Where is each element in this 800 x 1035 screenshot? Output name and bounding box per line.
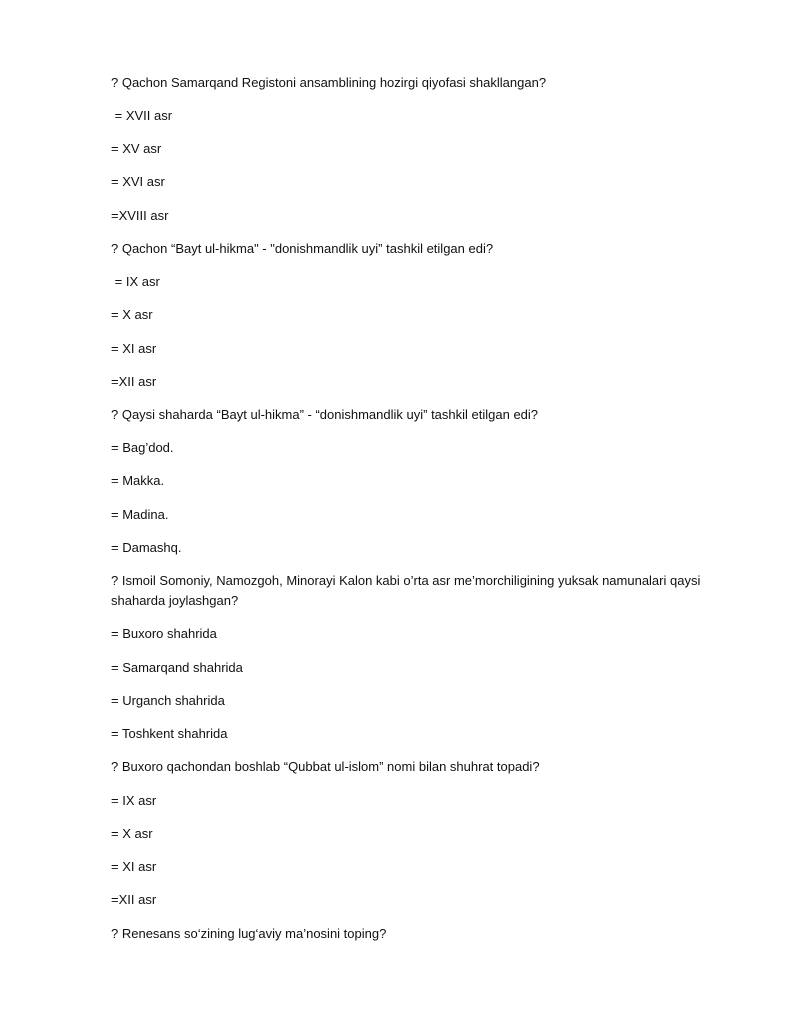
answer-2-c: = XI asr (111, 341, 157, 356)
answer-4-b: = Samarqand shahrida (111, 660, 243, 675)
answer-3-d: = Damashq. (111, 540, 182, 555)
answer-3-a: = Bag’dod. (111, 440, 174, 455)
answer-1-c: = XVI asr (111, 174, 165, 189)
answer-1-d: =XVIII asr (111, 208, 169, 223)
answer-3-b: = Makka. (111, 473, 165, 488)
answer-2-b: = X asr (111, 307, 153, 322)
question-6: ? Renesans so‘zining lug‘aviy ma’nosini toping? (111, 926, 387, 941)
answer-4-c: = Urganch shahrida (111, 693, 225, 708)
answer-5-c: = XI asr (111, 859, 157, 874)
answer-3-c: = Madina. (111, 507, 169, 522)
answer-4-d: = Toshkent shahrida (111, 726, 228, 741)
question-5: ? Buxoro qachondan boshlab “Qubbat ul-islom” nomi bilan shuhrat topadi? (111, 759, 540, 774)
answer-5-d: =XII asr (111, 892, 157, 907)
answer-1-a: = XVII asr (111, 108, 173, 123)
answer-2-d: =XII asr (111, 374, 157, 389)
answer-1-b: = XV asr (111, 141, 162, 156)
question-3: ? Qaysi shaharda “Bayt ul-hikma” - “donishmandlik uyi” tashkil etilgan edi? (111, 407, 539, 422)
answer-5-a: = IX asr (111, 793, 157, 808)
answer-5-b: = X asr (111, 826, 153, 841)
question-1: ? Qachon Samarqand Registoni ansamblining hozirgi qiyofasi shakllangan? (111, 75, 547, 90)
question-4: ? Ismoil Somoniy, Namozgoh, Minorayi Kalon kabi o’rta asr me’morchiligining yuksak namunalari qaysi shaharda joylashgan? (111, 573, 704, 608)
answer-2-a: = IX asr (111, 274, 160, 289)
question-2: ? Qachon “Bayt ul-hikma" - "donishmandlik uyi” tashkil etilgan edi? (111, 241, 494, 256)
answer-4-a: = Buxoro shahrida (111, 626, 217, 641)
